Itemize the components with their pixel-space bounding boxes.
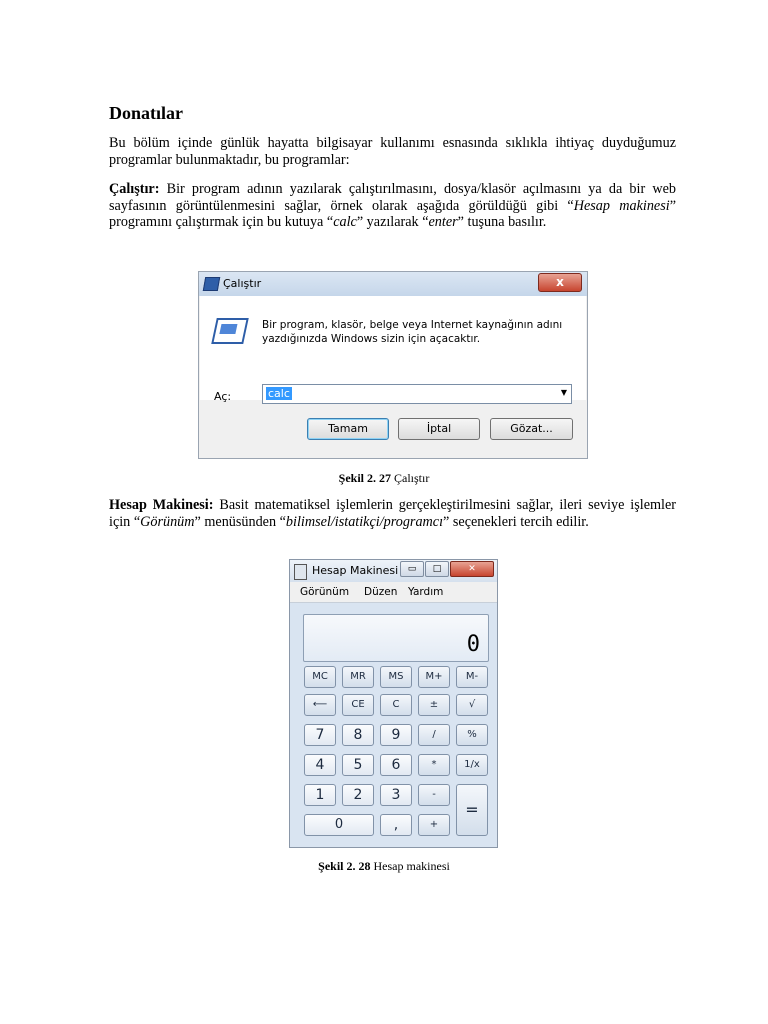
run-program-icon <box>211 318 249 344</box>
key-mc[interactable]: MC <box>304 666 336 688</box>
run-body <box>200 296 586 403</box>
hesap-em-gorunum: Görünüm <box>140 513 195 530</box>
browse-button[interactable]: Gözat... <box>490 418 573 440</box>
calc-title: Hesap Makinesi <box>312 564 399 577</box>
calistir-text-2: ” programını çalıştırmak için bu kutuya “ <box>109 197 676 230</box>
chevron-down-icon[interactable]: ▼ <box>560 388 567 397</box>
calc-display-value: 0 <box>466 632 480 657</box>
caption-2-number: Şekil 2. 28 <box>318 859 371 873</box>
maximize-button[interactable]: □ <box>425 561 449 577</box>
key-ce[interactable]: CE <box>342 694 374 716</box>
figure-caption-1 <box>0 471 768 486</box>
key-mplus[interactable]: M+ <box>418 666 450 688</box>
minimize-button[interactable]: ▭ <box>400 561 424 577</box>
key-6[interactable]: 6 <box>380 754 412 776</box>
key-3[interactable]: 3 <box>380 784 412 806</box>
key-backspace[interactable]: ⟵ <box>304 694 336 716</box>
calistir-em-calc: calc <box>333 214 357 230</box>
calculator-icon <box>294 564 307 580</box>
key-ms[interactable]: MS <box>380 666 412 688</box>
key-plusminus[interactable]: ± <box>418 694 450 716</box>
key-plus[interactable]: + <box>418 814 450 836</box>
key-sqrt[interactable]: √ <box>456 694 488 716</box>
key-mminus[interactable]: M- <box>456 666 488 688</box>
open-input[interactable] <box>262 384 572 404</box>
run-title: Çalıştır <box>223 277 262 290</box>
key-minus[interactable]: - <box>418 784 450 806</box>
run-message <box>262 318 582 346</box>
menu-gorunum[interactable]: Görünüm <box>300 586 350 598</box>
cancel-button[interactable]: İptal <box>398 418 480 440</box>
key-4[interactable]: 4 <box>304 754 336 776</box>
hesap-label: Hesap Makinesi: <box>109 497 214 513</box>
calc-menubar <box>290 582 497 603</box>
key-0[interactable]: 0 <box>304 814 374 836</box>
key-divide[interactable]: / <box>418 724 450 746</box>
key-equals[interactable]: = <box>456 784 488 836</box>
key-c[interactable]: C <box>380 694 412 716</box>
calistir-paragraph <box>109 181 676 231</box>
menu-yardim[interactable]: Yardım <box>408 586 444 598</box>
key-mr[interactable]: MR <box>342 666 374 688</box>
calc-close-button[interactable]: ✕ <box>450 561 494 577</box>
hesap-text-1: Basit matematiksel işlemlerin gerçekleştirilmesini sağlar, ileri seviye işlemler için “ <box>109 497 677 530</box>
run-titlebar <box>199 272 587 296</box>
caption-2-text: Hesap makinesi <box>370 859 450 873</box>
key-7[interactable]: 7 <box>304 724 336 746</box>
run-message-line-1: Bir program, klasör, belge veya Internet kaynağının adını <box>262 319 563 331</box>
key-9[interactable]: 9 <box>380 724 412 746</box>
caption-1-number: Şekil 2. 27 <box>338 471 391 485</box>
ok-button[interactable]: Tamam <box>307 418 389 440</box>
close-button[interactable]: x <box>538 273 582 292</box>
run-icon <box>203 277 220 291</box>
key-8[interactable]: 8 <box>342 724 374 746</box>
key-2[interactable]: 2 <box>342 784 374 806</box>
hesap-em-options: bilimsel/istatikçi/programcı <box>285 513 444 530</box>
run-dialog <box>198 271 588 459</box>
calistir-em-enter: enter <box>428 214 458 230</box>
key-5[interactable]: 5 <box>342 754 374 776</box>
run-message-line-2: yazdığınızda Windows sizin için açacaktır. <box>262 333 481 345</box>
hesap-text-3: ” seçenekleri tercih edilir. <box>443 513 589 530</box>
key-multiply[interactable]: * <box>418 754 450 776</box>
caption-1-text: Çalıştır <box>391 471 430 485</box>
hesap-text-2: ” menüsünden “ <box>194 513 286 530</box>
calistir-label: Çalıştır: <box>109 181 160 197</box>
calistir-text-3: ” yazılarak “ <box>356 214 429 230</box>
open-label: Aç: <box>214 390 232 403</box>
key-percent[interactable]: % <box>456 724 488 746</box>
intro-paragraph: Bu bölüm içinde günlük hayatta bilgisayar kullanımı esnasında sıklıkla ihtiyaç duyduğumuz programlar bulunmaktadır, bu programlar: <box>109 135 676 168</box>
figure-caption-2 <box>0 859 768 874</box>
hesap-paragraph <box>109 497 676 530</box>
key-reciprocal[interactable]: 1/x <box>456 754 488 776</box>
calculator-window <box>289 559 498 848</box>
key-comma[interactable]: , <box>380 814 412 836</box>
calistir-text-4: ” tuşuna basılır. <box>457 214 547 230</box>
open-input-value: calc <box>268 387 290 400</box>
key-1[interactable]: 1 <box>304 784 336 806</box>
calc-titlebar <box>290 560 497 582</box>
calistir-text-1: Bir program adının yazılarak çalıştırılmasını, dosya/klasör açılmasını ya da bir web sayfasının görüntülenmesini sağlar, örnek olarak aşağıda görüldüğü gibi “ <box>109 181 676 214</box>
calc-display <box>303 614 489 662</box>
section-heading: Donatılar <box>109 103 183 123</box>
menu-duzen[interactable]: Düzen <box>364 586 398 598</box>
calistir-em-hesap: Hesap makinesi <box>573 197 670 214</box>
